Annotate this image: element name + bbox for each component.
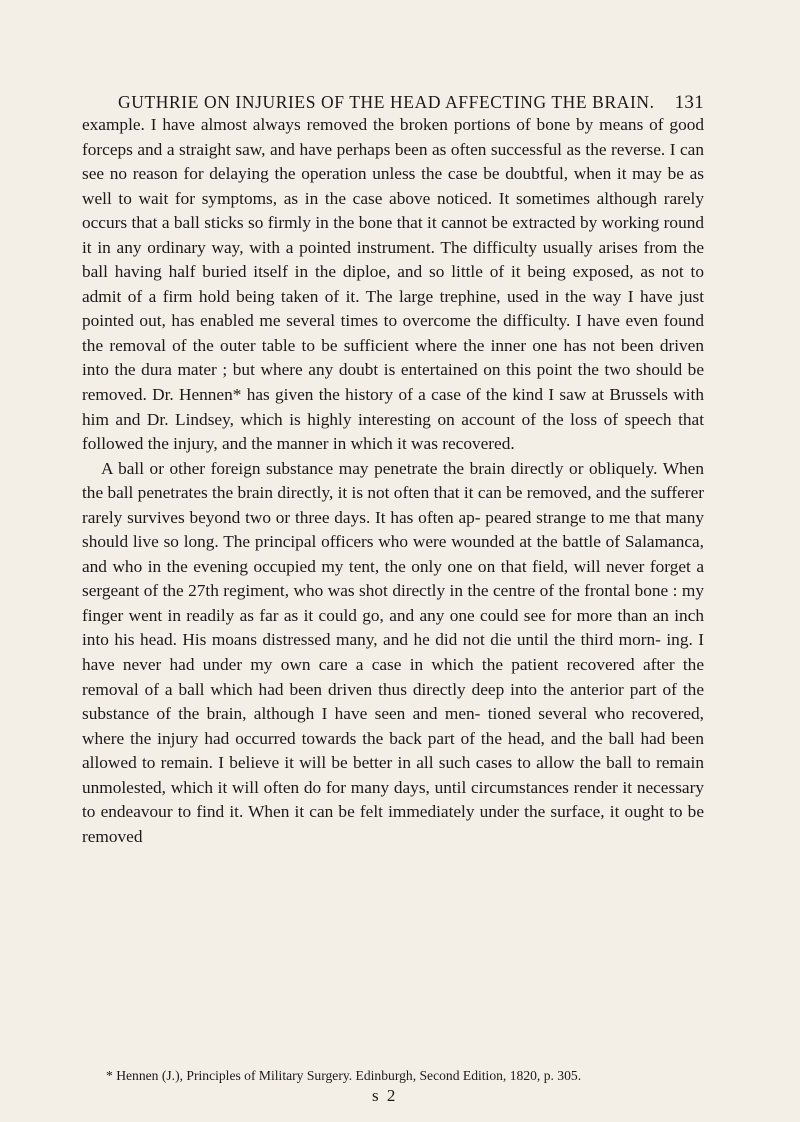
running-head: [118, 92, 704, 114]
paragraph-2: A ball or other foreign substance may penetrate the brain directly or obliquely. When the ball penetrates the brain directly, it is not often that it can be removed, and the sufferer rarely survives beyond two or three days. It has often ap- peared strange to me that many should live so long. The principal officers who were wounded at the battle of Salamanca, and who in the evening occupied my tent, the only one on that field, will never forget a sergeant of the 27th regiment, who was shot directly in the centre of the frontal bone : my finger went in readily as far as it could go, and any one could see for more than an inch into his head. His moans distressed many, and he did not die until the third morn- ing. I have never had under my own care a case in which the patient recovered after the removal of a ball which had been driven thus directly deep into the anterior part of the substance of the brain, although I have seen and men- tioned several who recovered, where the injury had occurred towards the back part of the head, and the ball had been allowed to remain. I believe it will be better in all such cases to allow the ball to remain unmolested, which it will often do for many days, until circumstances render it necessary to endeavour to find it. When it can be felt immediately under the surface, it ought to be removed: [82, 458, 704, 846]
paragraph-1: example. I have almost always removed the broken portions of bone by means of good forceps and a straight saw, and have perhaps been as often successful as the reverse. I can see no reason for delaying the operation unless the case be doubtful, when it may be as well to wait for symptoms, as in the case above noticed. It sometimes although rarely occurs that a ball sticks so firmly in the bone that it cannot be extracted by working round it in any ordinary way, with a pointed instrument. The difficulty usually arises from the ball having half buried itself in the diploe, and so little of it being exposed, as not to admit of a firm hold being taken of it. The large trephine, used in the way I have just pointed out, has enabled me several times to overcome the difficulty. I have even found the removal of the outer table to be sufficient where the inner one has not been driven into the dura mater ; but where any doubt is entertained on this point the two should be removed. Dr. Hennen* has given the history of a case of the kind I saw at Brussels with him and Dr. Lindsey, which is highly interesting on account of the loss of speech that followed the injury, and the manner in which it was recovered.: [82, 115, 704, 454]
footnote: * Hennen (J.), Principles of Military Surgery. Edinburgh, Second Edition, 1820, p. 305.: [106, 1068, 582, 1083]
body-text: [82, 113, 704, 849]
signature-mark: s 2: [372, 1086, 398, 1105]
book-page: [82, 0, 704, 1122]
running-head-title: GUTHRIE ON INJURIES OF THE HEAD AFFECTING THE BRAIN.: [118, 92, 655, 112]
page-number: 131: [674, 92, 704, 113]
